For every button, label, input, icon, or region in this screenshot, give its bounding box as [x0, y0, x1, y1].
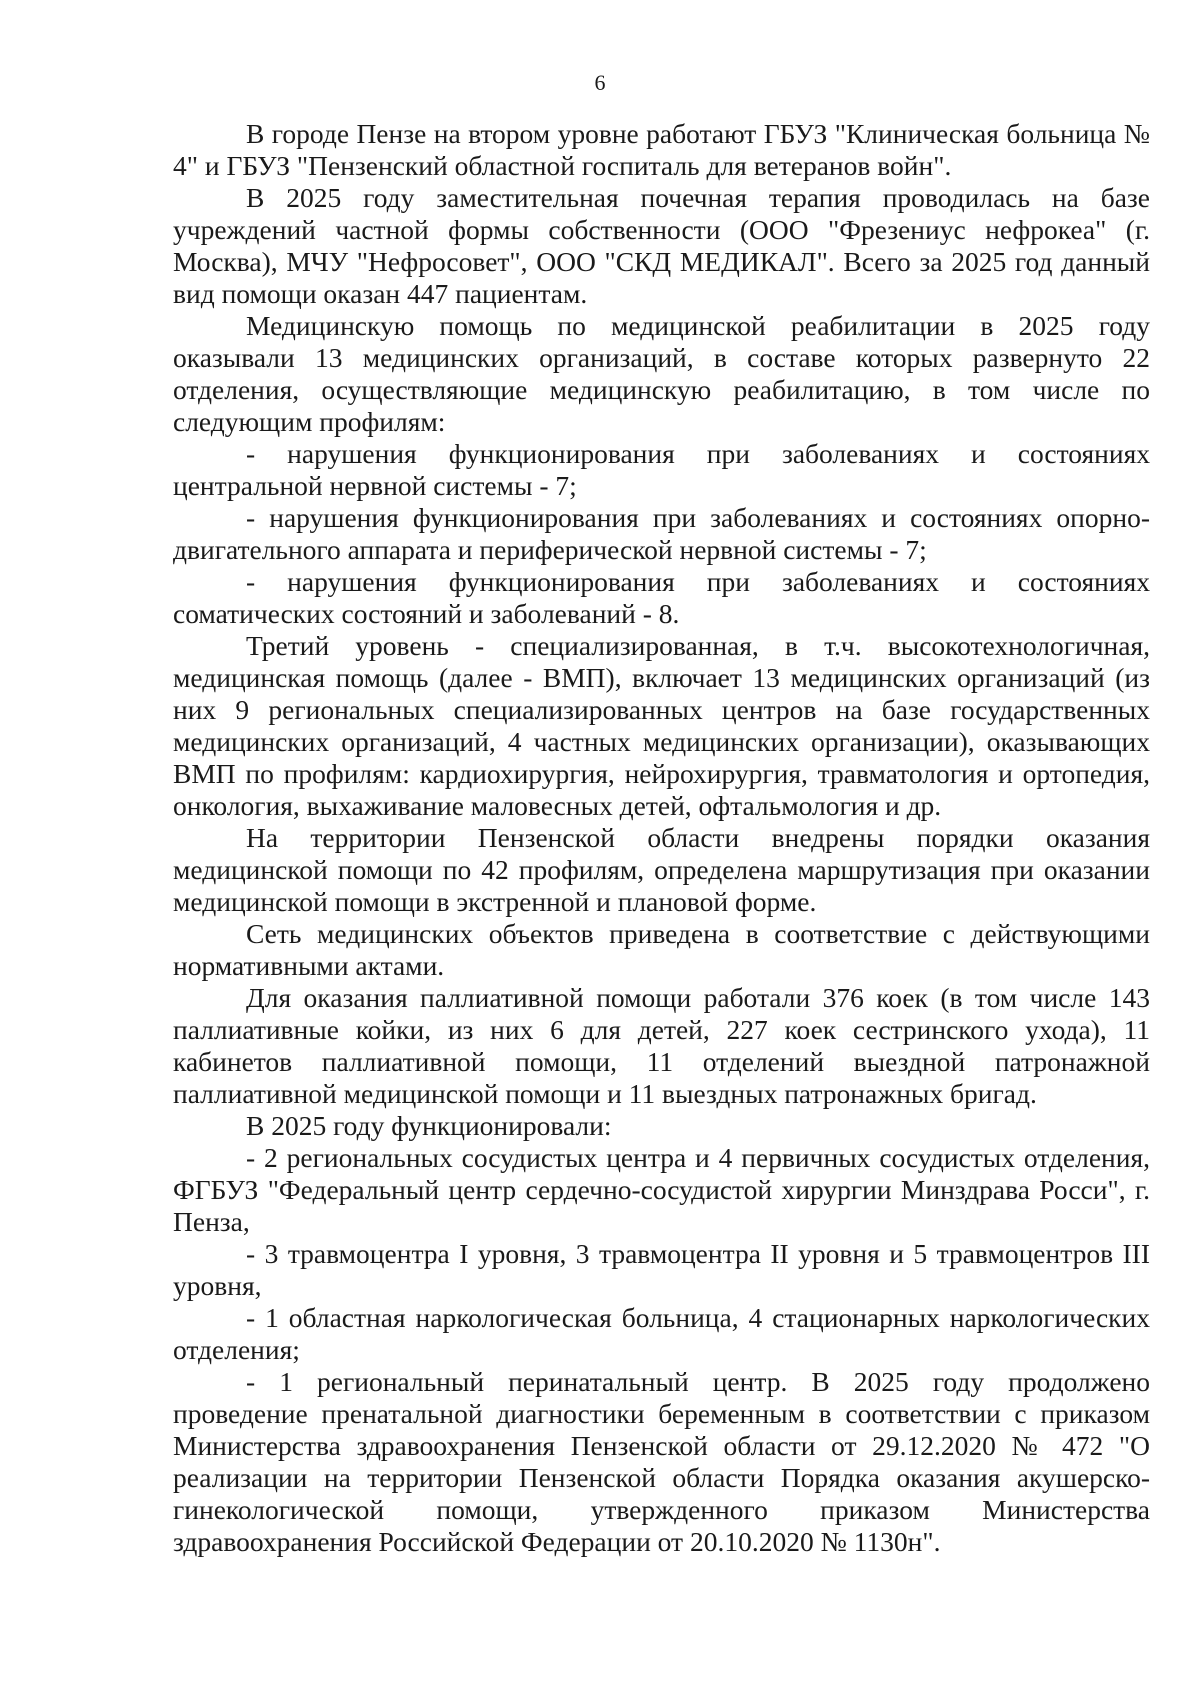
paragraph-renal-therapy: В 2025 году заместительная почечная терапия проводилась на базе учреждений частной формы собственности (ООО "Фрезениус нефрокеа" (г. Москва), МЧУ "Нефросовет", ООО "СКД МЕДИКАЛ". Всего за 2025 год данный вид помощи оказан 447 пациентам.	[173, 182, 1150, 309]
page-number: 6	[594, 70, 606, 95]
paragraph-network-compliance: Сеть медицинских объектов приведена в соответствие с действующими нормативными актами.	[173, 918, 1150, 981]
paragraph-functioning-2025: В 2025 году функционировали:	[246, 1110, 612, 1141]
paragraph-third-level-vmp: Третий уровень - специализированная, в т.ч. высокотехнологичная, медицинская помощь (далее - ВМП), включает 13 медицинских организаций (из них 9 региональных специализированных центров на базе государственных медицинских организаций, 4 частных медицинских организации), оказывающих ВМП по профилям: кардиохирургия, нейрохирургия, травматология и ортопедия, онкология, выхаживание маловесных детей, офтальмология и др.	[173, 630, 1150, 821]
list-item-musculoskeletal: - нарушения функционирования при заболеваниях и состояниях опорно-двигательного аппарата и периферической нервной системы - 7;	[173, 502, 1150, 565]
paragraph-rehabilitation: Медицинскую помощь по медицинской реабилитации в 2025 году оказывали 13 медицинских организаций, в составе которых развернуто 22 отделения, осуществляющие медицинскую реабилитацию, в том числе по следующим профилям:	[173, 310, 1150, 437]
paragraph-care-procedures: На территории Пензенской области внедрены порядки оказания медицинской помощи по 42 профилям, определена маршрутизация при оказании медицинской помощи в экстренной и плановой форме.	[173, 822, 1150, 917]
document-body	[173, 118, 1150, 1558]
list-item-vascular-centers: - 2 региональных сосудистых центра и 4 первичных сосудистых отделения, ФГБУЗ "Федеральный центр сердечно-сосудистой хирургии Минздрава Росси", г. Пенза,	[173, 1142, 1150, 1237]
paragraph-palliative-care: Для оказания паллиативной помощи работали 376 коек (в том числе 143 паллиативные койки, из них 6 для детей, 227 коек сестринского ухода), 11 кабинетов паллиативной помощи, 11 отделений выездной патронажной паллиативной медицинской помощи и 11 выездных патронажных бригад.	[173, 982, 1150, 1109]
list-item-cns: - нарушения функционирования при заболеваниях и состояниях центральной нервной системы - 7;	[173, 438, 1150, 501]
list-item-perinatal-center: - 1 региональный перинатальный центр. В 2025 году продолжено проведение пренатальной диагностики беременным в соответствии с приказом Министерства здравоохранения Пензенской области от 29.12.2020 № 472 "О реализации на территории Пензенской области Порядка оказания акушерско-гинекологической помощи, утвержденного приказом Министерства здравоохранения Российской Федерации от 20.10.2020 № 1130н".	[173, 1366, 1150, 1557]
list-item-somatic: - нарушения функционирования при заболеваниях и состояниях соматических состояний и заболеваний - 8.	[173, 566, 1150, 629]
list-item-trauma-centers: - 3 травмоцентра I уровня, 3 травмоцентра II уровня и 5 травмоцентров III уровня,	[173, 1238, 1150, 1301]
list-item-narcology: - 1 областная наркологическая больница, 4 стационарных наркологических отделения;	[173, 1302, 1150, 1365]
paragraph-second-level-penza: В городе Пензе на втором уровне работают ГБУЗ "Клиническая больница № 4" и ГБУЗ "Пензенский областной госпиталь для ветеранов войн".	[173, 118, 1150, 181]
